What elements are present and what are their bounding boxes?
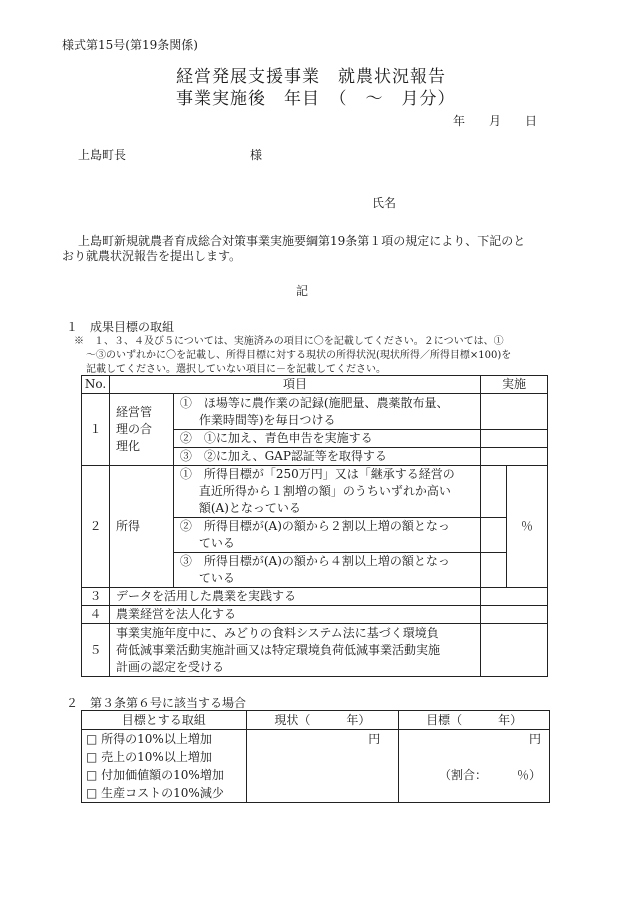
ki-mark: 記	[296, 284, 309, 298]
section1-note-line3: 記載してください。選択していない項目に－を記載してください。	[86, 364, 386, 375]
current-value-cell[interactable]	[246, 730, 399, 803]
row3-item: データを活用した農業を実践する	[109, 588, 480, 606]
row2-option-b	[173, 518, 480, 553]
col-target-header: 目標とする取組	[82, 711, 247, 730]
row5-item-l2: 荷低減事業活動実施計画又は特定環境負荷低減事業活動実施	[115, 642, 440, 657]
col-current-header: 現状（ 年）	[246, 711, 399, 730]
addressee: 上島町長	[78, 148, 127, 162]
table-row	[82, 606, 548, 624]
row5-check[interactable]	[481, 624, 548, 677]
target-option-1[interactable]: □ 所得の10%以上増加	[86, 732, 212, 746]
row2-option-c-check[interactable]	[481, 553, 507, 588]
table-row	[82, 588, 548, 606]
row2-option-a-l3: 額(A)となっている	[198, 501, 301, 515]
row4-no: ４	[82, 606, 110, 624]
row2-option-b-check[interactable]	[481, 518, 507, 553]
page-title: 経営発展支援事業 就農状況報告	[176, 67, 446, 87]
row1-category-l3: 理化	[115, 439, 140, 453]
date-line: 年 月 日	[453, 114, 538, 128]
row2-option-c	[173, 553, 480, 588]
target-options	[82, 730, 247, 803]
row5-item-l1: 事業実施年度中に、みどりの食料システム法に基づく環境負	[115, 625, 439, 640]
target-table	[81, 710, 550, 803]
target-option-4[interactable]: □ 生産コストの10%減少	[86, 786, 224, 800]
row1-option-c: ③ ②に加え、GAP認証等を取得する	[173, 448, 480, 466]
name-label: 氏名	[372, 196, 397, 210]
row1-option-c-check[interactable]	[481, 448, 548, 466]
table-row	[82, 730, 550, 803]
row2-option-a	[173, 466, 480, 518]
section2-heading: ２ 第３条第６号に該当する場合	[66, 696, 247, 710]
col-done-header: 実施	[481, 376, 548, 394]
row5-item	[109, 624, 480, 677]
row1-option-a	[173, 394, 480, 430]
col-no-header: No.	[82, 376, 110, 394]
row1-option-a-l2: 作業時間等)を毎日つける	[198, 412, 336, 427]
row3-no: ３	[82, 588, 110, 606]
row2-percent[interactable]: ％	[507, 466, 548, 588]
row4-item: 農業経営を法人化する	[109, 606, 480, 624]
form-label: 様式第15号(第19条関係)	[62, 38, 198, 52]
row4-check[interactable]	[481, 606, 548, 624]
table-row	[82, 394, 548, 430]
row2-option-b-l1: ② 所得目標が(A)の額から２割以上増の額となっ	[179, 519, 450, 533]
row2-option-a-l2: 直近所得から１割増の額」のうちいずれか高い	[198, 484, 451, 498]
row5-item-l3: 計画の認定を受ける	[115, 659, 224, 674]
table-row	[82, 466, 548, 518]
row1-option-a-l1: ① ほ場等に農作業の記録(施肥量、農薬散布量、	[179, 395, 449, 410]
section1-heading: １ 成果目標の取組	[66, 320, 175, 334]
row2-category: 所得	[109, 466, 173, 588]
table-row	[82, 624, 548, 677]
row1-category-l1: 経営管	[115, 405, 152, 419]
section1-note-line1: ※ １、３、４及び５については、実施済みの項目に〇を記載してください。２については、①	[74, 336, 504, 347]
row3-check[interactable]	[481, 588, 548, 606]
body-text-line1: 上島町新規就農者育成総合対策事業実施要綱第19条第１項の規定により、下記のと	[78, 234, 526, 248]
row2-option-a-l1: ① 所得目標が「250万円」又は「継承する経営の	[179, 467, 455, 481]
row5-no: ５	[82, 624, 110, 677]
row1-option-b-check[interactable]	[481, 430, 548, 448]
col-item-header: 項目	[109, 376, 480, 394]
row1-no: １	[82, 394, 110, 466]
col-goal-header: 目標（ 年）	[399, 711, 550, 730]
row2-no: ２	[82, 466, 110, 588]
target-option-3[interactable]: □ 付加価値額の10%増加	[86, 768, 224, 782]
row1-option-b: ② ①に加え、青色申告を実施する	[173, 430, 480, 448]
goal-ratio: （割合： ％）	[438, 768, 541, 782]
honorific: 様	[250, 148, 263, 162]
row2-option-b-l2: ている	[198, 536, 235, 550]
row1-category	[109, 394, 173, 466]
row2-option-c-l2: ている	[198, 571, 235, 585]
achievement-table	[81, 375, 548, 677]
target-option-2[interactable]: □ 売上の10%以上増加	[86, 750, 212, 764]
goal-yen: 円	[528, 732, 541, 746]
current-yen: 円	[368, 732, 381, 746]
body-text-line2: おり就農状況報告を提出します。	[62, 249, 242, 263]
row2-option-c-l1: ③ 所得目標が(A)の額から４割以上増の額となっ	[179, 554, 450, 568]
page-subtitle: 事業実施後 年目 （ ～ 月分）	[176, 89, 456, 109]
row2-option-a-check[interactable]	[481, 466, 507, 518]
section1-note-line2: ～③のいずれかに〇を記載し、所得目標に対する現状の所得状況(現状所得／所得目標×100)を	[86, 350, 512, 361]
row1-category-l2: 理の合	[115, 422, 152, 436]
row1-option-a-check[interactable]	[481, 394, 548, 430]
goal-value-cell[interactable]	[399, 730, 550, 803]
